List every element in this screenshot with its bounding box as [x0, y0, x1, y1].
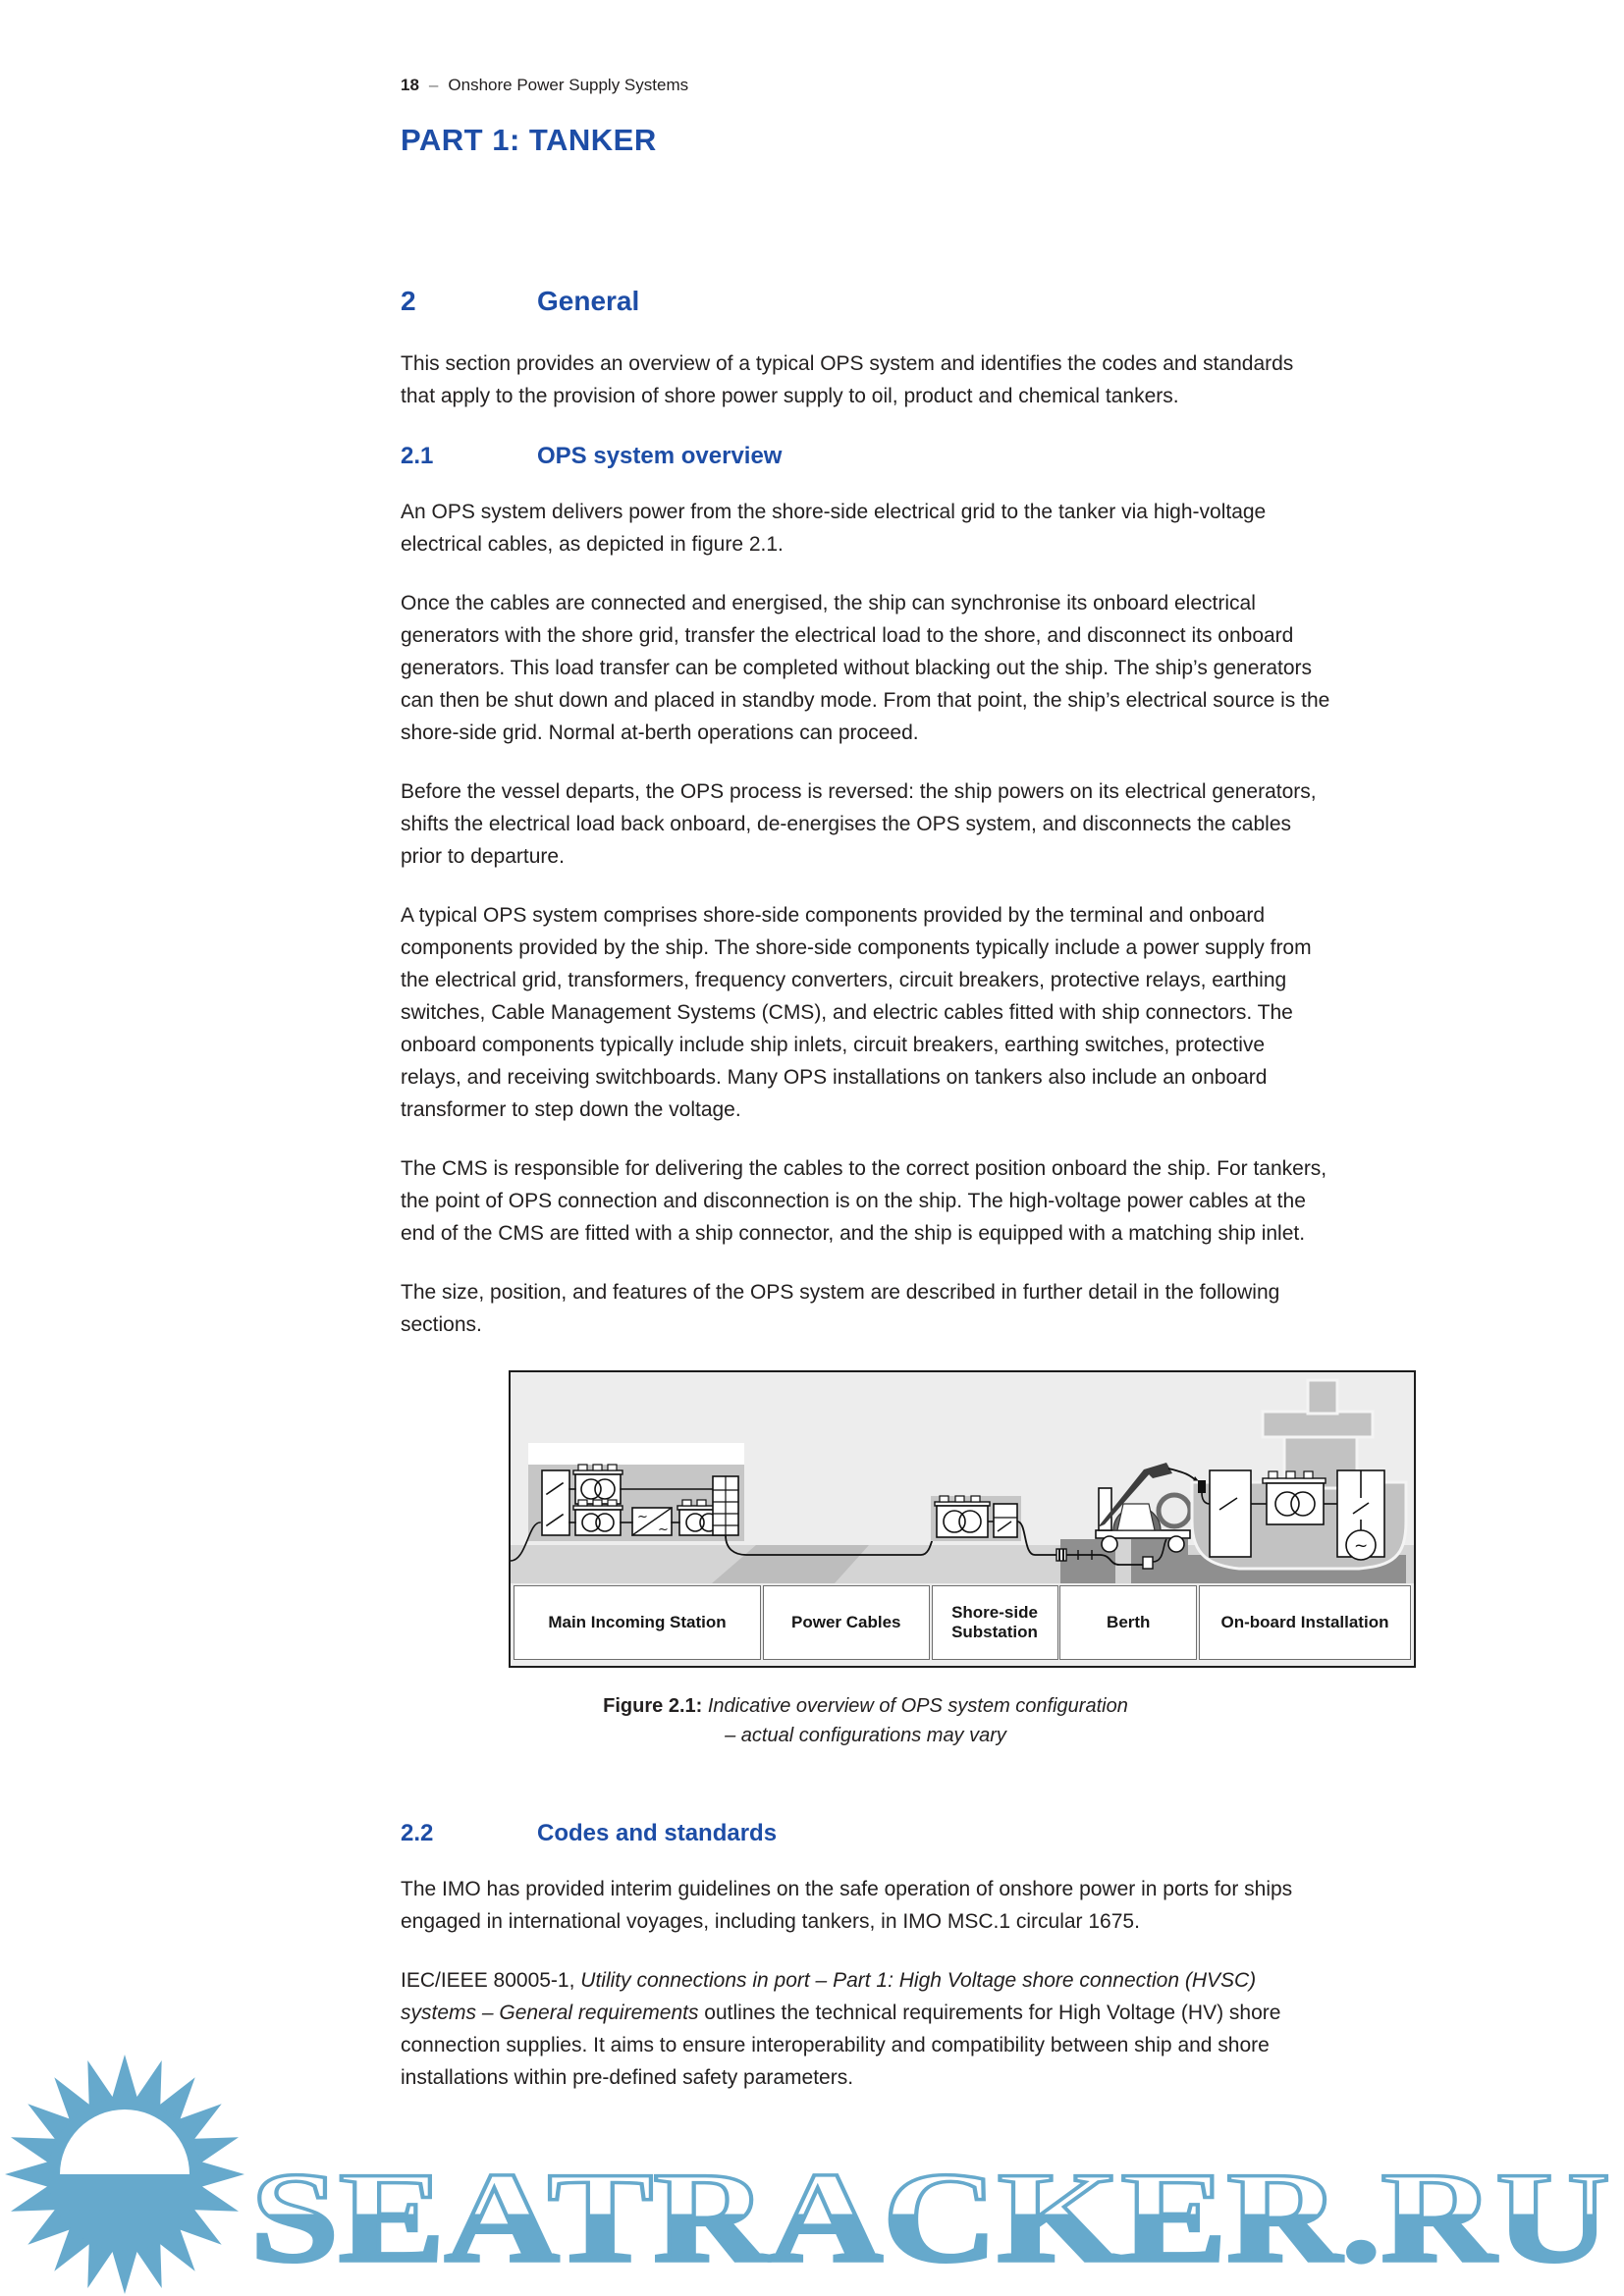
paragraph: An OPS system delivers power from the shore-side electrical grid to the tanker via high-voltage electrical cables, as depicted in figure 2.1. [401, 501, 1267, 556]
page-number: 18 [401, 76, 419, 94]
figure-2-1 [509, 1370, 1416, 1668]
paragraph: Once the cables are connected and energised, the ship can synchronise its onboard electrical generators with the shore grid, transfer the electrical load to the shore, and disconnect its onboard generators. This load transfer can be completed without blacking out the ship. The ship’s generators can then be shut down and placed in standby mode. From that point, the ship’s electrical source is the shore-side grid. Normal at-berth operations can proceed. [401, 592, 1330, 744]
section-2-2-number: 2.2 [401, 1820, 434, 1846]
page-header [401, 75, 1330, 96]
section-2-number: 2 [401, 286, 416, 316]
part-title: PART 1: TANKER [401, 123, 657, 157]
paragraph: The size, position, and features of the OPS system are described in further detail in the following sections. [401, 1281, 1280, 1336]
section-2-1-heading [401, 442, 1330, 471]
figure-label-onboard-installation: On-board Installation [1199, 1585, 1411, 1660]
figure-label-berth: Berth [1059, 1585, 1197, 1660]
section-2-2-heading [401, 1819, 1330, 1848]
header-separator: – [428, 76, 439, 94]
figure-label-strip [511, 1583, 1414, 1666]
figure-caption [401, 1691, 1330, 1750]
section-2-intro-paragraph: This section provides an overview of a typical OPS system and identifies the codes and standards that apply to the provision of shore power supply to oil, product and chemical tankers. [401, 352, 1294, 407]
section-2-1-title: OPS system overview [537, 443, 783, 469]
section-2-2-title: Codes and standards [537, 1820, 778, 1846]
section-2-heading [401, 285, 1330, 318]
figure-label-power-cables: Power Cables [763, 1585, 930, 1660]
ops-system-diagram [511, 1372, 1414, 1583]
svg-text:~: ~ [637, 1510, 648, 1524]
watermark-text: SEATRACKER.RU [250, 2145, 1610, 2289]
figure-caption-text: Indicative overview of OPS system configuration [707, 1695, 1128, 1717]
sun-logo-icon [5, 2055, 244, 2294]
paragraph: The CMS is responsible for delivering the cables to the correct position onboard the ship. For tankers, the point of OPS connection and disconnection is on the ship. The high-voltage power cables at the end of the CMS are fitted with a ship connector, and the ship is equipped with a matching ship inlet. [401, 1157, 1327, 1245]
svg-text:~: ~ [1354, 1536, 1369, 1556]
figure-caption-label: Figure 2.1: [603, 1695, 703, 1717]
figure-caption-line2: – actual configurations may vary [725, 1725, 1006, 1746]
figure-label-shore-side-substation: Shore-side Substation [932, 1585, 1058, 1660]
figure-label-main-incoming-station: Main Incoming Station [514, 1585, 761, 1660]
paragraph: The IMO has provided interim guidelines on the safe operation of onshore power in ports for ships engaged in international voyages, including tankers, in IMO MSC.1 circular 1675. [401, 1878, 1293, 1933]
section-2-title: General [537, 286, 640, 316]
section-2-1-number: 2.1 [401, 443, 434, 469]
paragraph: Before the vessel departs, the OPS process is reversed: the ship powers on its electrical generators, shifts the electrical load back onboard, de-energises the OPS system, and disconnects the cables prior to departure. [401, 780, 1317, 868]
page-content [401, 75, 1389, 2120]
shore-side-substation-group [931, 1496, 1021, 1541]
svg-text:~: ~ [658, 1522, 669, 1537]
paragraph: IEC/IEEE 80005-1, Utility connections in port – Part 1: High Voltage shore connection (HVSC) systems – General requirements outlines the technical requirements for High Voltage (HV) shore connection supplies. It aims to ensure interoperability and compatibility between ship and shore installations within pre-defined safety parameters. [401, 1969, 1281, 2089]
running-title: Onshore Power Supply Systems [448, 76, 689, 94]
paragraph: A typical OPS system comprises shore-side components provided by the terminal and onboard components provided by the ship. The shore-side components typically include a power supply from the electrical grid, transformers, frequency converters, circuit breakers, protective relays, earthing switches, Cable Management Systems (CMS), and electric cables fitted with ship connectors. The onboard components typically include ship inlets, circuit breakers, earthing switches, protective relays, and receiving switchboards. Many OPS installations on tankers also include an onboard transformer to step down the voltage. [401, 904, 1312, 1121]
